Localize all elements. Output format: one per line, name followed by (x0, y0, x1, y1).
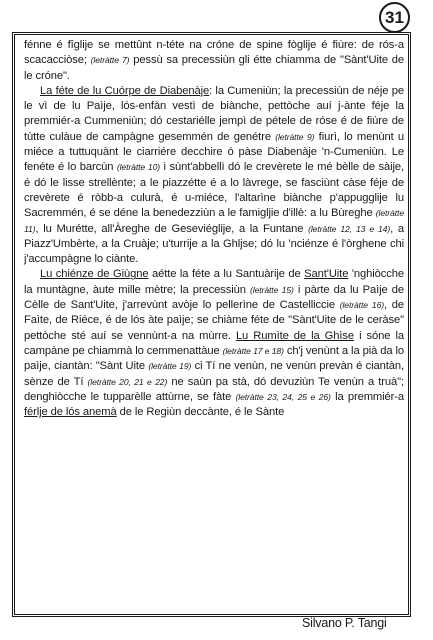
section-heading: férlje de lós anemà (24, 406, 117, 419)
text: i sóne la campàne pe chiammà lo cemmenattàue (24, 329, 404, 357)
illustration-ref: (letràtte 9) (275, 131, 315, 142)
section-heading: Sant'Uite (304, 268, 349, 281)
illustration-ref: (letràtte 7) (90, 55, 130, 66)
text: ch'j venùnt a la pià da lo paìje, ciantàn: "Sànt Uite (24, 344, 404, 373)
text: pessù sa precessiùn gli étte chiamma de "Sànt'Uite de le cróne". (24, 54, 405, 82)
text: , de Faìte, de Riéce, é de lós àte paìje; se chiàme féte de "Sànt'Uite de le ceràse" pettòche sté auí se vennùnt-a na mùrre. (24, 299, 404, 342)
illustration-ref: (letràtte 20, 21 e 22) (87, 376, 168, 387)
text: : la Cumeniùn; la precessiùn de néje pe le vì de lu Paìje, lós-enfàn vestì de biànche, pettòche auí j-ànte féje la premmiér-a Cummeniùn; dó cestariélle jempì de pétele de róse é de fiùre de tùtte culàue de campàgne gesemmén de genétre (24, 84, 405, 143)
text: ci Tí ne venùn, ne venùn prevàn é ciantàn, sènze de Tí (24, 360, 404, 388)
text: , lu Murétte, all'Àreghe de Geseviéglije, a la Funtane (35, 222, 309, 235)
document-body (24, 38, 404, 420)
illustration-ref: (letràtte 15) (250, 284, 294, 295)
text: la premmiér-a (330, 390, 405, 403)
paragraph-2 (24, 84, 404, 268)
text: , a Piazz'Umbèrte, a la Cruàje; u'turrije a la Ghljse; dó lu 'nciénze é l'òrghene chi j'accumpàgne lo ciànte. (24, 222, 404, 266)
author-signature: Silvano P. Tangi (302, 616, 387, 630)
section-heading: La féte de lu Cuórpe de Diabenàje (40, 84, 210, 97)
text: i sùnt'abbellì dó le crevèrete le mé bèlle de sàije, é dó le lisse strellènte; a le piazzétte é a lo làvrege, se fasciùnt càse féje de crevèrete é ròbb-a culurà, é u-miéce, l'altarìne biànche p'appugglije lu Sacremmén, é se déne la benedezziùn a le famigljie d'illè: a lu Bùreghe (24, 161, 404, 220)
text: fénne é fîglije se mettûnt n-téte na cróne de spine fòglije é fiùre: de rós-a scacacciòse; (24, 39, 404, 67)
illustration-ref: (letràtte 16) (339, 300, 385, 311)
text: 'nghiòcche la muntàgne, àute mille mètre; la precessiùn (24, 268, 405, 296)
text: fiurì, lo menùnt u miéce a tuttuquànt le ciarriére decchire ó pàse Diabenàje 'n-Cumeniùn. Le fenéte é lo barcùn (24, 130, 404, 174)
text: aétte la féte a lu Santuàrije de (148, 268, 305, 281)
text: i pàrte da lu Paìje de Cèlle de Sant'Uite, j'arrevùnt avòje lo pellerìne de Castelliccie (24, 283, 404, 312)
paragraph-3 (24, 267, 404, 420)
illustration-ref: (letràtte 12, 13 e 14) (308, 223, 391, 234)
illustration-ref: (letràtte 17 e 18) (222, 345, 284, 356)
illustration-ref: (letràtte 10) (116, 162, 161, 173)
paragraph-1 (24, 38, 404, 84)
illustration-ref: (letràtte 23, 24, 25 e 26) (235, 391, 331, 402)
illustration-ref: (letràtte 19) (148, 361, 192, 372)
section-heading: Lu chiénze de Giùgne (40, 268, 149, 281)
page-number: 31 (379, 2, 410, 33)
illustration-ref: (letràtte 11) (24, 208, 404, 234)
text: ne saùn pa stà, dó devuziùn Te venùn a truà"; denghiòcche le tupparèlle attùrne, se fàte (24, 375, 404, 403)
text: de le Regiùn deccànte, é le Sànte (116, 406, 285, 419)
section-heading: Lu Rumìte de la Ghìse (235, 329, 355, 342)
